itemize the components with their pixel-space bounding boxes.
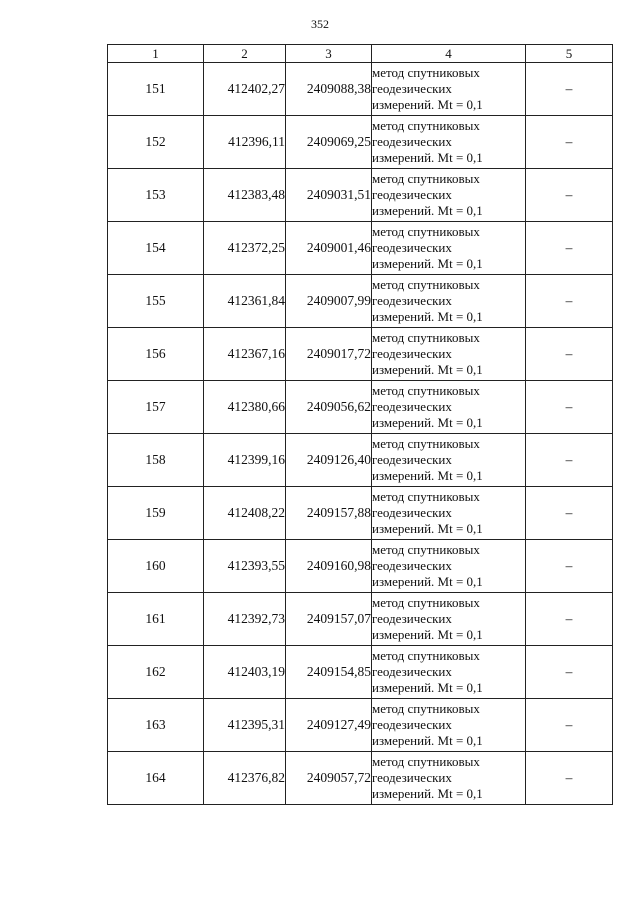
point-number-cell: 158 xyxy=(108,434,204,487)
x-coordinate-cell: 412393,55 xyxy=(204,540,286,593)
method-line: измерений. Mt = 0,1 xyxy=(372,521,483,536)
method-line: измерений. Mt = 0,1 xyxy=(372,786,483,801)
method-line: метод спутниковых xyxy=(372,595,480,610)
method-cell xyxy=(372,646,526,699)
header-col-3: 3 xyxy=(286,45,372,63)
method-cell xyxy=(372,699,526,752)
method-line: измерений. Mt = 0,1 xyxy=(372,97,483,112)
method-line: измерений. Mt = 0,1 xyxy=(372,150,483,165)
table-header-row xyxy=(108,45,613,63)
method-line: геодезических xyxy=(372,717,452,732)
page-number: 352 xyxy=(311,17,329,31)
method-cell xyxy=(372,434,526,487)
method-line: метод спутниковых xyxy=(372,171,480,186)
table-row xyxy=(108,275,613,328)
method-cell xyxy=(372,328,526,381)
y-coordinate-cell: 2409001,46 xyxy=(286,222,372,275)
y-coordinate-cell: 2409017,72 xyxy=(286,328,372,381)
note-cell: – xyxy=(526,487,613,540)
note-cell: – xyxy=(526,169,613,222)
table-body xyxy=(108,63,613,805)
y-coordinate-cell: 2409157,88 xyxy=(286,487,372,540)
method-line: геодезических xyxy=(372,81,452,96)
coordinates-table xyxy=(107,44,613,805)
y-coordinate-cell: 2409069,25 xyxy=(286,116,372,169)
x-coordinate-cell: 412402,27 xyxy=(204,63,286,116)
y-coordinate-cell: 2409031,51 xyxy=(286,169,372,222)
method-line: метод спутниковых xyxy=(372,330,480,345)
point-number-cell: 160 xyxy=(108,540,204,593)
method-line: геодезических xyxy=(372,770,452,785)
table-row xyxy=(108,328,613,381)
method-line: геодезических xyxy=(372,664,452,679)
y-coordinate-cell: 2409088,38 xyxy=(286,63,372,116)
method-line: измерений. Mt = 0,1 xyxy=(372,627,483,642)
method-line: геодезических xyxy=(372,346,452,361)
point-number-cell: 164 xyxy=(108,752,204,805)
method-line: геодезических xyxy=(372,505,452,520)
method-cell xyxy=(372,593,526,646)
method-line: измерений. Mt = 0,1 xyxy=(372,415,483,430)
point-number-cell: 156 xyxy=(108,328,204,381)
table-row xyxy=(108,540,613,593)
table-row xyxy=(108,116,613,169)
table-row xyxy=(108,434,613,487)
method-cell xyxy=(372,169,526,222)
y-coordinate-cell: 2409154,85 xyxy=(286,646,372,699)
method-line: геодезических xyxy=(372,293,452,308)
note-cell: – xyxy=(526,752,613,805)
method-line: геодезических xyxy=(372,240,452,255)
table-row xyxy=(108,646,613,699)
table-row xyxy=(108,381,613,434)
point-number-cell: 153 xyxy=(108,169,204,222)
y-coordinate-cell: 2409007,99 xyxy=(286,275,372,328)
point-number-cell: 159 xyxy=(108,487,204,540)
note-cell: – xyxy=(526,381,613,434)
method-line: метод спутниковых xyxy=(372,542,480,557)
method-line: измерений. Mt = 0,1 xyxy=(372,733,483,748)
note-cell: – xyxy=(526,593,613,646)
point-number-cell: 152 xyxy=(108,116,204,169)
method-cell xyxy=(372,222,526,275)
header-col-2: 2 xyxy=(204,45,286,63)
y-coordinate-cell: 2409127,49 xyxy=(286,699,372,752)
y-coordinate-cell: 2409126,40 xyxy=(286,434,372,487)
point-number-cell: 162 xyxy=(108,646,204,699)
note-cell: – xyxy=(526,222,613,275)
y-coordinate-cell: 2409056,62 xyxy=(286,381,372,434)
x-coordinate-cell: 412399,16 xyxy=(204,434,286,487)
method-cell xyxy=(372,487,526,540)
point-number-cell: 151 xyxy=(108,63,204,116)
point-number-cell: 161 xyxy=(108,593,204,646)
method-cell xyxy=(372,275,526,328)
x-coordinate-cell: 412396,11 xyxy=(204,116,286,169)
table-row xyxy=(108,487,613,540)
method-cell xyxy=(372,381,526,434)
method-cell xyxy=(372,63,526,116)
x-coordinate-cell: 412361,84 xyxy=(204,275,286,328)
point-number-cell: 155 xyxy=(108,275,204,328)
note-cell: – xyxy=(526,540,613,593)
method-line: геодезических xyxy=(372,134,452,149)
table-row xyxy=(108,752,613,805)
method-cell xyxy=(372,752,526,805)
table-row xyxy=(108,699,613,752)
method-line: метод спутниковых xyxy=(372,489,480,504)
table-row xyxy=(108,593,613,646)
point-number-cell: 163 xyxy=(108,699,204,752)
method-line: измерений. Mt = 0,1 xyxy=(372,309,483,324)
method-line: метод спутниковых xyxy=(372,648,480,663)
note-cell: – xyxy=(526,116,613,169)
x-coordinate-cell: 412403,19 xyxy=(204,646,286,699)
x-coordinate-cell: 412376,82 xyxy=(204,752,286,805)
x-coordinate-cell: 412367,16 xyxy=(204,328,286,381)
point-number-cell: 154 xyxy=(108,222,204,275)
method-line: геодезических xyxy=(372,452,452,467)
method-line: измерений. Mt = 0,1 xyxy=(372,256,483,271)
table-row xyxy=(108,222,613,275)
method-line: геодезических xyxy=(372,611,452,626)
method-line: метод спутниковых xyxy=(372,436,480,451)
x-coordinate-cell: 412395,31 xyxy=(204,699,286,752)
note-cell: – xyxy=(526,646,613,699)
method-cell xyxy=(372,116,526,169)
method-line: измерений. Mt = 0,1 xyxy=(372,680,483,695)
x-coordinate-cell: 412372,25 xyxy=(204,222,286,275)
table-row xyxy=(108,63,613,116)
method-line: метод спутниковых xyxy=(372,754,480,769)
method-line: метод спутниковых xyxy=(372,277,480,292)
method-line: измерений. Mt = 0,1 xyxy=(372,362,483,377)
table-row xyxy=(108,169,613,222)
method-line: измерений. Mt = 0,1 xyxy=(372,203,483,218)
y-coordinate-cell: 2409157,07 xyxy=(286,593,372,646)
x-coordinate-cell: 412383,48 xyxy=(204,169,286,222)
note-cell: – xyxy=(526,434,613,487)
x-coordinate-cell: 412392,73 xyxy=(204,593,286,646)
point-number-cell: 157 xyxy=(108,381,204,434)
method-line: метод спутниковых xyxy=(372,65,480,80)
note-cell: – xyxy=(526,275,613,328)
header-col-5: 5 xyxy=(526,45,613,63)
x-coordinate-cell: 412408,22 xyxy=(204,487,286,540)
method-line: геодезических xyxy=(372,558,452,573)
method-line: измерений. Mt = 0,1 xyxy=(372,574,483,589)
y-coordinate-cell: 2409057,72 xyxy=(286,752,372,805)
header-col-4: 4 xyxy=(372,45,526,63)
method-line: геодезических xyxy=(372,399,452,414)
method-line: геодезических xyxy=(372,187,452,202)
x-coordinate-cell: 412380,66 xyxy=(204,381,286,434)
note-cell: – xyxy=(526,699,613,752)
note-cell: – xyxy=(526,328,613,381)
note-cell: – xyxy=(526,63,613,116)
method-line: измерений. Mt = 0,1 xyxy=(372,468,483,483)
method-cell xyxy=(372,540,526,593)
header-col-1: 1 xyxy=(108,45,204,63)
method-line: метод спутниковых xyxy=(372,118,480,133)
y-coordinate-cell: 2409160,98 xyxy=(286,540,372,593)
method-line: метод спутниковых xyxy=(372,224,480,239)
method-line: метод спутниковых xyxy=(372,701,480,716)
method-line: метод спутниковых xyxy=(372,383,480,398)
